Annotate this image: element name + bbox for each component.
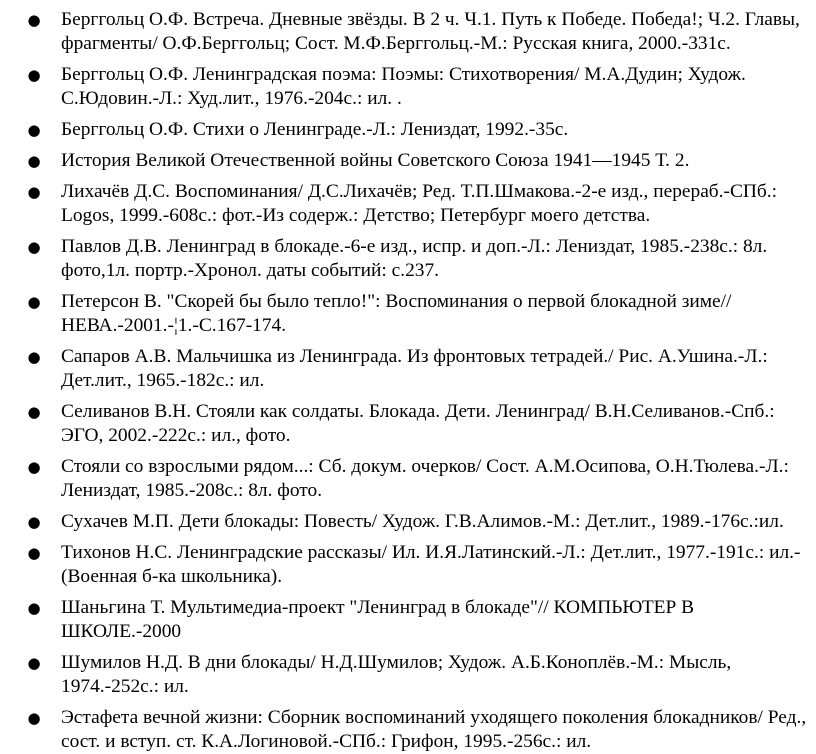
list-item [0,455,808,503]
entry-text: История Великой Отечественной войны Советского Союза 1941—1945 Т. 2. [61,150,690,171]
bullet-icon: ● [27,403,41,421]
bibliography-list [0,8,808,754]
list-item [0,118,808,142]
bullet-icon: ● [27,121,41,139]
list-item [0,706,808,754]
bullet-icon: ● [27,709,41,727]
bullet-icon: ● [27,152,41,170]
bullet-icon: ● [27,654,41,672]
entry-text: Берггольц О.Ф. Ленинградская поэма: Поэмы: Стихотворения/ М.А.Дудин; Худож. С.Юдовин.-Л.: Худ.лит., 1976.-204с.: ил. . [61,64,746,109]
entry-text: Сухачев М.П. Дети блокады: Повесть/ Худож. Г.В.Алимов.-М.: Дет.лит., 1989.-176с.:ил. [61,511,784,532]
entry-text: Петерсон В. "Скорей бы было тепло!": Воспоминания о первой блокадной зиме// НЕВА.-2001.-¦1.-С.167-174. [61,291,732,336]
entry-text: Павлов Д.В. Ленинград в блокаде.-6-е изд., испр. и доп.-Л.: Лениздат, 1985.-238с.: 8л. фото,1л. портр.-Хронол. даты событий: с.237. [61,236,768,281]
list-item [0,8,808,56]
bullet-icon: ● [27,66,41,84]
entry-text: Шумилов Н.Д. В дни блокады/ Н.Д.Шумилов; Худож. А.Б.Коноплёв.-М.: Мысль, 1974.-252с.: ил. [61,652,732,697]
bullet-icon: ● [27,544,41,562]
entry-text: Шаньгина Т. Мультимедиа-проект "Ленинград в блокаде"// КОМПЬЮТЕР В ШКОЛЕ.-2000 [61,597,695,642]
bullet-icon: ● [27,11,41,29]
list-item [0,541,808,589]
entry-text: Эстафета вечной жизни: Сборник воспоминаний уходящего поколения блокадников/ Ред., сост. и вступ. ст. К.А.Логиновой.-СПб.: Грифон, 1995.-256с.: ил. [61,707,807,752]
list-item [0,290,808,338]
bullet-icon: ● [27,293,41,311]
list-item [0,235,808,283]
entry-text: Берггольц О.Ф. Стихи о Ленинграде.-Л.: Лениздат, 1992.-35с. [61,119,569,140]
list-item [0,345,808,393]
list-item [0,596,808,644]
entry-text: Лихачёв Д.С. Воспоминания/ Д.С.Лихачёв; Ред. Т.П.Шмакова.-2-е изд., перераб.-СПб.: Logos, 1999.-608с.: фот.-Из содерж.: Детство; Петербург моего детства. [61,181,778,226]
entry-text: Тихонов Н.С. Ленинградские рассказы/ Ил. И.Я.Латинский.-Л.: Дет.лит., 1977.-191с.: ил.-(Военная б-ка школьника). [61,542,801,587]
list-item [0,180,808,228]
list-item [0,63,808,111]
bullet-icon: ● [27,513,41,531]
list-item [0,510,808,534]
list-item [0,651,808,699]
bullet-icon: ● [27,599,41,617]
list-item [0,149,808,173]
entry-text: Стояли со взрослыми рядом...: Сб. докум. очерков/ Сост. А.М.Осипова, О.Н.Тюлева.-Л.: Лениздат, 1985.-208с.: 8л. фото. [61,456,789,501]
bullet-icon: ● [27,348,41,366]
bullet-icon: ● [27,183,41,201]
entry-text: Берггольц О.Ф. Встреча. Дневные звёзды. В 2 ч. Ч.1. Путь к Победе. Победа!; Ч.2. Главы, фрагменты/ О.Ф.Берггольц; Сост. М.Ф.Берггольц.-М.: Русская книга, 2000.-331с. [61,9,800,54]
bullet-icon: ● [27,238,41,256]
entry-text: Селиванов В.Н. Стояли как солдаты. Блокада. Дети. Ленинград/ В.Н.Селиванов.-Спб.: ЭГО, 2002.-222с.: ил., фото. [61,401,775,446]
entry-text: Сапаров А.В. Мальчишка из Ленинграда. Из фронтовых тетрадей./ Рис. А.Ушина.-Л.: Дет.лит., 1965.-182с.: ил. [61,346,768,391]
list-item [0,400,808,448]
bullet-icon: ● [27,458,41,476]
